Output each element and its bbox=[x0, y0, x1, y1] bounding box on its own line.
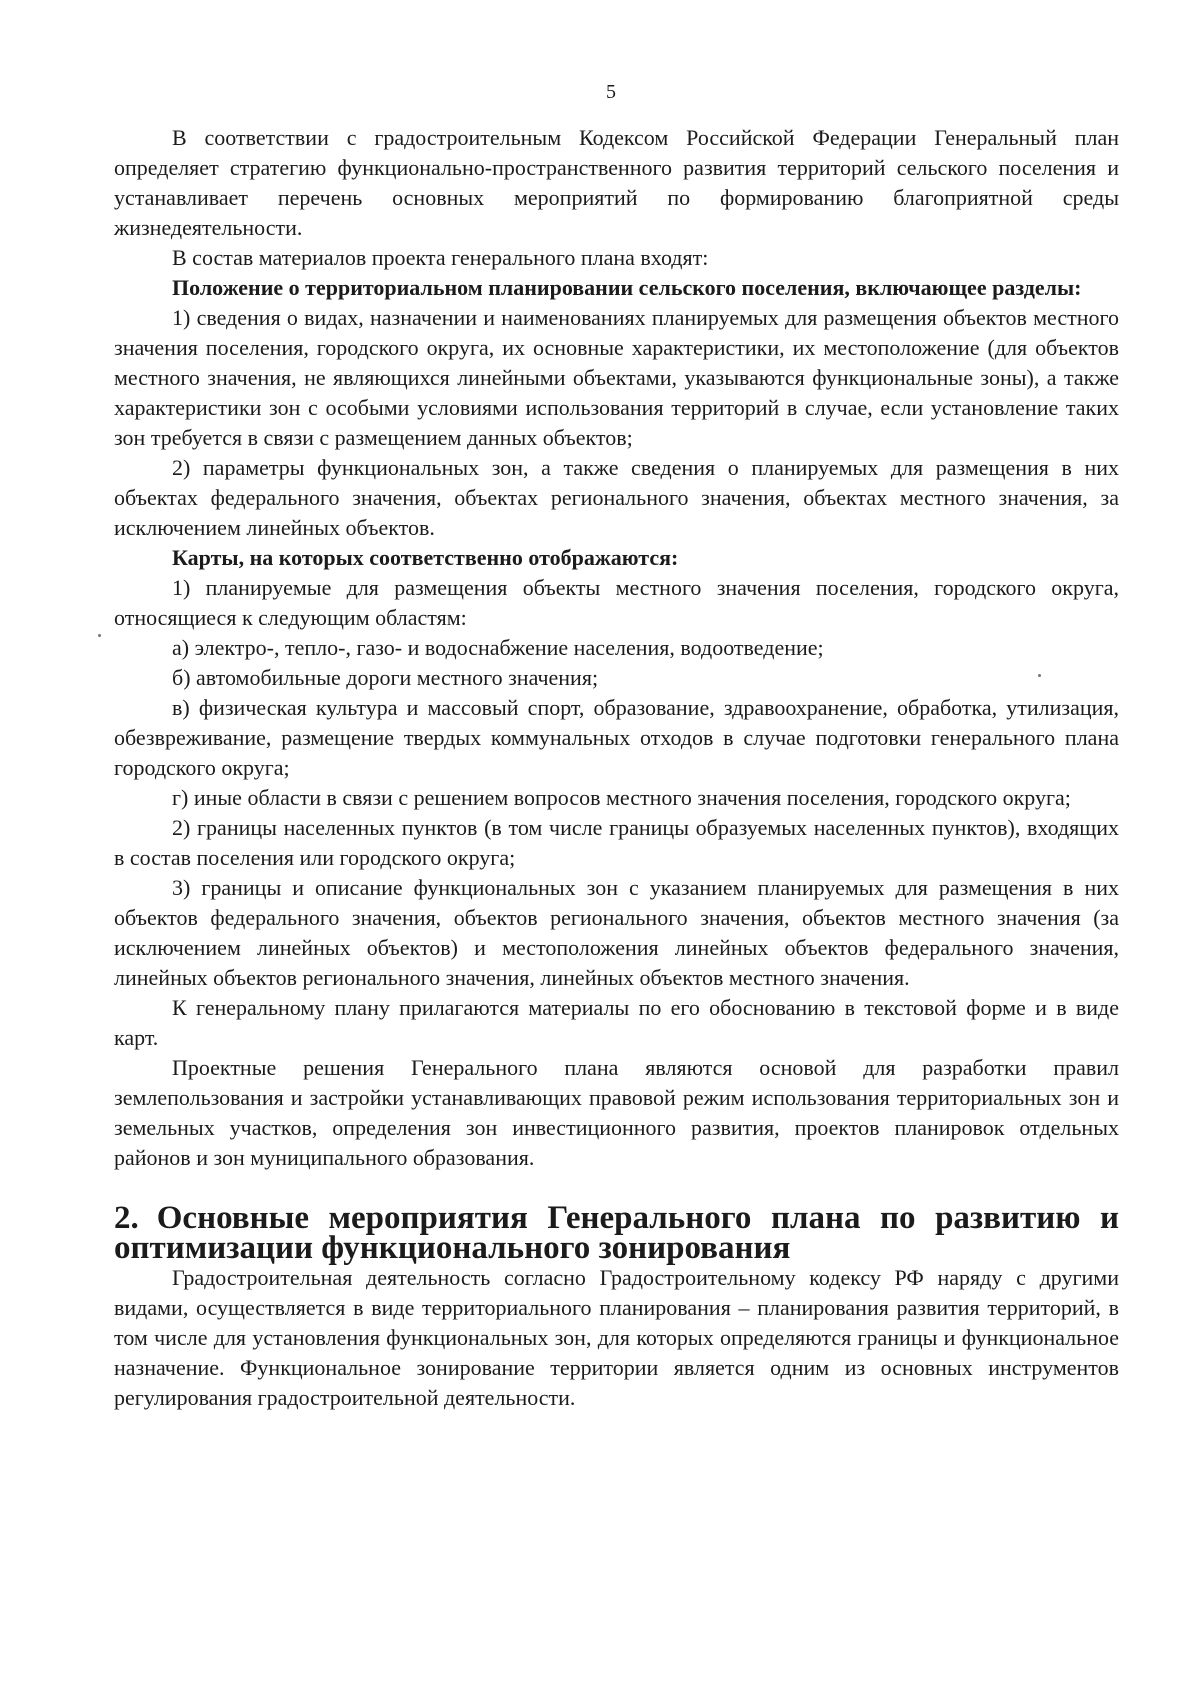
list-item-regulation-1: 1) сведения о видах, назначении и наименованиях планируемых для размещения объектов местного значения поселения, городского округа, их основные характеристики, их местоположение (для объектов местного значения, не являющихся линейными объектами, указываются функциональные зоны), а также характеристики зон с особыми условиями использования территорий в случае, если установление таких зон требуется в связи с размещением данных объектов; bbox=[114, 305, 1119, 450]
document-body bbox=[114, 123, 1119, 1413]
section-title: Основные мероприятия Генерального плана по развитию и оптимизации функционального зонирования bbox=[114, 1200, 1119, 1266]
section-heading bbox=[114, 1200, 1119, 1266]
scan-speck-left bbox=[98, 634, 101, 637]
list-item-maps-1b: б) автомобильные дороги местного значения; bbox=[172, 665, 599, 690]
paragraph-section-body: Градостроительная деятельность согласно Градостроительному кодексу РФ наряду с другими видами, осуществляется в виде территориального планирования – планирования развития территорий, в том числе для установления функциональных зон, для которых определяются границы и функциональное назначение. Функциональное зонирование территории является одним из основных инструментов регулирования градостроительной деятельности. bbox=[114, 1265, 1119, 1410]
list-item-maps-1c: в) физическая культура и массовый спорт, образование, здравоохранение, обработка, утилизация, обезвреживание, размещение твердых коммунальных отходов в случае подготовки генерального плана городского округа; bbox=[114, 695, 1119, 780]
paragraph-materials: В состав материалов проекта генерального плана входят: bbox=[172, 245, 709, 270]
subheading-regulation: Положение о территориальном планировании сельского поселения, включающее разделы: bbox=[172, 275, 1082, 300]
subheading-maps: Карты, на которых соответственно отображаются: bbox=[172, 545, 679, 570]
section-number: 2. bbox=[114, 1200, 139, 1236]
list-item-maps-2: 2) границы населенных пунктов (в том числе границы образуемых населенных пунктов), входящих в состав поселения или городского округа; bbox=[114, 815, 1119, 870]
page-number: 5 bbox=[606, 81, 616, 103]
paragraph-design-decisions: Проектные решения Генерального плана являются основой для разработки правил землепользования и застройки устанавливающих правовой режим использования территориальных зон и земельных участков, определения зон инвестиционного развития, проектов планировок отдельных районов и зон муниципального образования. bbox=[114, 1055, 1119, 1170]
list-item-maps-1: 1) планируемые для размещения объекты местного значения поселения, городского округа, относящиеся к следующим областям: bbox=[114, 575, 1119, 630]
list-item-maps-1d: г) иные области в связи с решением вопросов местного значения поселения, городского округа; bbox=[172, 785, 1071, 810]
list-item-maps-3: 3) границы и описание функциональных зон с указанием планируемых для размещения в них объектов федерального значения, объектов регионального значения, объектов местного значения (за исключением линейных объектов) и местоположения линейных объектов федерального значения, линейных объектов регионального значения, линейных объектов местного значения. bbox=[114, 875, 1119, 990]
paragraph-intro: В соответствии с градостроительным Кодексом Российской Федерации Генеральный план определяет стратегию функционально-пространственного развития территорий сельского поселения и устанавливает перечень основных мероприятий по формированию благоприятной среды жизнедеятельности. bbox=[114, 125, 1119, 240]
list-item-maps-1a: а) электро-, тепло-, газо- и водоснабжение населения, водоотведение; bbox=[172, 635, 824, 660]
list-item-regulation-2: 2) параметры функциональных зон, а также сведения о планируемых для размещения в них объектах федерального значения, объектах регионального значения, объектах местного значения, за исключением линейных объектов. bbox=[114, 455, 1119, 540]
scan-speck-right bbox=[1038, 674, 1041, 677]
paragraph-supporting-materials: К генеральному плану прилагаются материалы по его обоснованию в текстовой форме и в виде карт. bbox=[114, 995, 1119, 1050]
